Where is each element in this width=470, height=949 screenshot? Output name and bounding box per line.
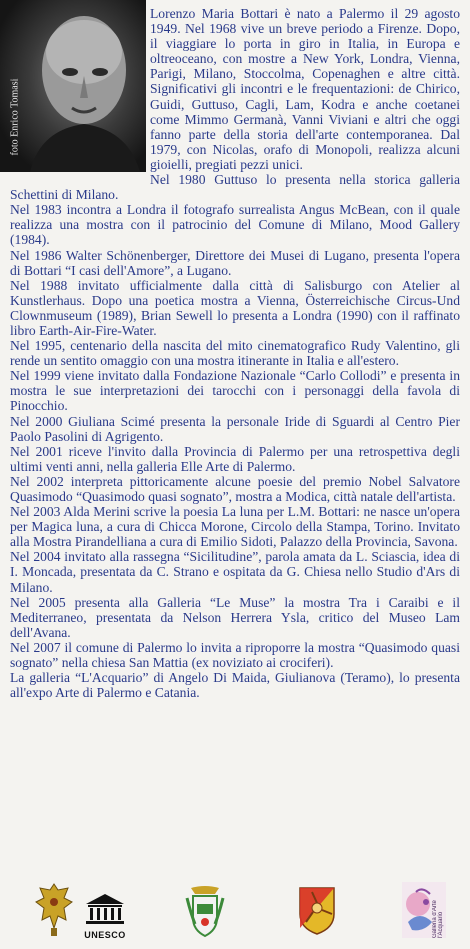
bio-paragraph: Nel 1988 invitato ufficialmente dalla città di Salisburgo con Atelier al Kunstlerhaus. Dopo una poetica mostra a Vienna, Österreichische Circus-Und Clownmuseum (1989), Brian Sewell lo presenta a Londra (1990) con il raffinato libro Earth-Air-Fire-Water.: [10, 277, 460, 338]
province-shield-icon: [185, 884, 225, 938]
trinacria-shield-icon: [296, 884, 338, 936]
bio-paragraph: Nel 1983 incontra a Londra il fotografo surrealista Angus McBean, con il quale realizza una mostra con il patrocinio del Comune di Milano, Mood Gallery (1984).: [10, 202, 460, 248]
gallery-acquario-icon: [402, 882, 446, 938]
bio-paragraph: Nel 2004 invitato alla rassegna “Sicilitudine”, parola amata da L. Sciascia, idea di I. Moncada, presentata da C. Strano e ospitata da G. Chiesa nello Studio d'Ars di Milano.: [10, 549, 460, 595]
bio-paragraph: Nel 1986 Walter Schönenberger, Direttore dei Musei di Lugano, presenta l'opera di Bottari “I casi dell'Amore”, a Lugano.: [10, 247, 460, 278]
bio-paragraph: Nel 2003 Alda Merini scrive la poesia La luna per L.M. Bottari: ne nasce un'opera per Magica luna, a cura di Chicca Morone, Circolo della Stampa, Torino. Invitato alla Mostra Pirandelliana a cura di Emilio Sidoti, Palazzo della Provincia, Savona.: [10, 504, 460, 550]
gallery-label: Galleria d'Arte l'Acquario: [432, 900, 444, 938]
bio-paragraph: Lorenzo Maria Bottari è nato a Palermo il 29 agosto 1949. Nel 1968 vive un breve periodo a Firenze. Dopo, il viaggiare lo porta in giro in Italia, in Europa e oltreoceano, con mostre a New York, Londra, Vienna, Parigi, Milano, Stoccolma, Copenaghen e altre città. Significativi gli incontri e le frequentazioni: de Chirico, Guidi, Guttuso, Cagli, Lam, Kodra e anche coetanei come Mimmo Germanà, Vanni Viviani e altri che oggi fanno parte della storia dell'arte contemporanea. Dal 1979, con Nicolas, orafo di Monopoli, realizza alcuni gioielli, pregiati pezzi unici.: [150, 6, 460, 172]
unesco-label: UNESCO: [84, 930, 126, 940]
sponsor-logos: [0, 878, 470, 944]
photo-credit: foto Enrico Tomasi: [9, 78, 21, 156]
bio-paragraph: Nel 1995, centenario della nascita del mito cinematografico Rudy Valentino, gli rende un sentito omaggio con una mostra itinerante in Italia e all'estero.: [10, 338, 460, 369]
bio-paragraph: Nel 1999 viene invitato dalla Fondazione Nazionale “Carlo Collodi” e presenta in mostra le sue interpretazioni dei tarocchi con i personaggi della favola di Pinocchio.: [10, 368, 460, 414]
bio-paragraph: Nel 2005 presenta alla Galleria “Le Muse” la mostra Tra i Caraibi e il Mediterraneo, presentata da Nelson Herrera Ysla, critico del Museo Lam dell'Avana.: [10, 594, 460, 640]
biography-text: [10, 6, 460, 700]
bio-paragraph: Nel 2007 il comune di Palermo lo invita a riproporre la mostra “Quasimodo quasi sognato” nella chiesa San Mattia (ex noviziato ai crociferi).: [10, 639, 460, 671]
bio-paragraph: Nel 2001 riceve l'invito dalla Provincia di Palermo per una retrospettiva degli ultimi venti anni, nella galleria Elle Arte di Palermo.: [10, 443, 460, 474]
eagle-crest-icon: [34, 880, 74, 938]
bio-paragraph: Nel 1980 Guttuso lo presenta nella storica galleria Schettini di Milano.: [10, 172, 460, 203]
bio-paragraph: Nel 2000 Giuliana Scimé presenta la personale Iride di Sguardi al Centro Pier Paolo Pasolini di Agrigento.: [10, 413, 460, 444]
bio-paragraph: Nel 2002 interpreta pittoricamente alcune poesie del premio Nobel Salvatore Quasimodo “Quasimodo quasi sognato”, mostra a Modica, città natale dell'artista.: [10, 473, 460, 504]
bio-paragraph: La galleria “L'Acquario” di Angelo Di Maida, Giulianova (Teramo), lo presenta all'expo Arte di Palermo e Catania.: [10, 670, 460, 701]
unesco-temple-icon: [82, 892, 128, 938]
